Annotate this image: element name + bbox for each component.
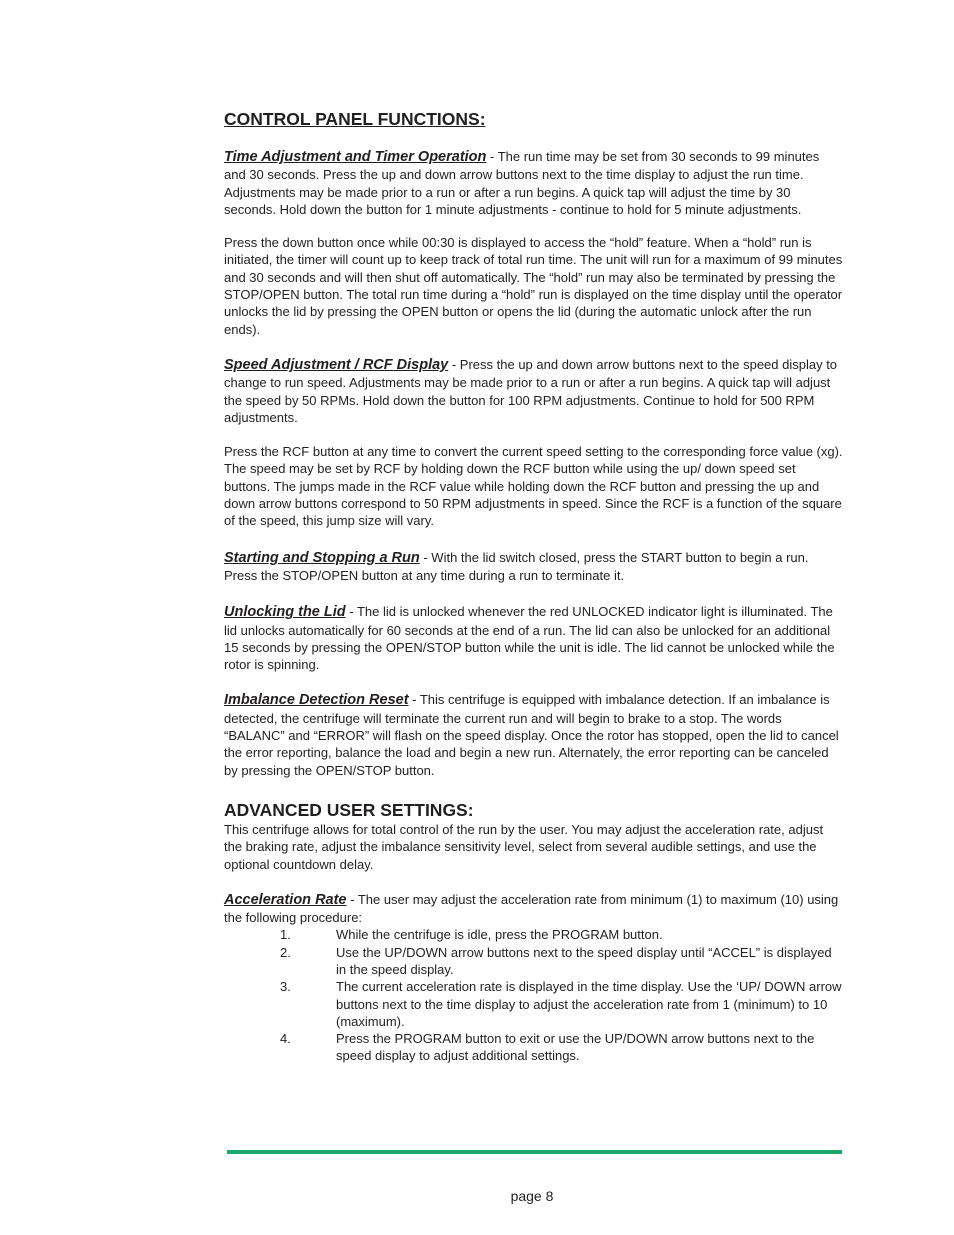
imbalance-text: - This centrifuge is equipped with imbalance detection. If an imbalance is detected, the centrifuge will terminate the current run and will begin to brake to a stop. The words “BALANC” and “ERROR” will flash on the speed display. Once the rotor has stopped, open the lid to cancel the error reporting, balance the load and begin a new run. Alternately, the error reporting can be canceled by pressing the OPEN/STOP button.: [224, 692, 839, 778]
unlock-section: [224, 603, 844, 673]
speed-title: Speed Adjustment / RCF Display: [224, 356, 449, 373]
advanced-intro: This centrifuge allows for total control of the run by the user. You may adjust the acceleration rate, adjust the braking rate, adjust the imbalance sensitivity level, select from several audible settings, and use the optional countdown delay.: [224, 821, 824, 872]
time-section: [224, 148, 844, 218]
accel-steps: [224, 926, 844, 1064]
list-item: 2. Use the UP/DOWN arrow buttons next to the speed display until “ACCEL” is displayed in the speed display.: [280, 944, 832, 977]
time-text: - The run time may be set from 30 seconds to 99 minutes and 30 seconds. Press the up and down arrow buttons next to the time display to adjust the run time. Adjustments may be made prior to a run or after a run begins. A quick tap will adjust the time by 30 seconds. Hold down the button for 1 minute adjustments - continue to hold for 5 minute adjustments.: [224, 149, 820, 217]
imbalance-section: [224, 691, 844, 778]
list-item: 1. While the centrifuge is idle, press the PROGRAM button.: [280, 927, 663, 943]
time-hold-paragraph: Press the down button once while 00:30 is displayed to access the “hold” feature. When a “hold” run is initiated, the timer will count up to keep track of total run time. The unit will run for a maximum of 99 minutes and 30 seconds and will then shut off automatically. The “hold” run may also be terminated by pressing the STOP/OPEN button. The total run time during a “hold” run is displayed on the time display until the operator unlocks the lid by pressing the OPEN button or opens the lid (during the automatic unlock after the run ends).: [224, 235, 843, 337]
accel-section: [224, 891, 844, 927]
accel-title: Acceleration Rate: [224, 891, 347, 908]
footer-rule: [227, 1150, 842, 1154]
speed-text: - Press the up and down arrow buttons next to the speed display to change to run speed. Adjustments may be made prior to a run or after a run begins. A quick tap will adjust the speed by 50 RPMs. Hold down the button for 100 RPM adjustments. Continue to hold for 500 RPM adjustments.: [224, 356, 838, 425]
accel-text: - The user may adjust the acceleration rate from minimum (1) to maximum (10) using the following procedure:: [224, 891, 839, 926]
imbalance-title: Imbalance Detection Reset: [224, 692, 409, 709]
page-content: [224, 108, 844, 1065]
start-section: [224, 549, 844, 585]
rcf-paragraph: Press the RCF button at any time to convert the current speed setting to the corresponding force value (xg). The speed may be set by RCF by holding down the RCF button while using the up/ down speed set buttons. The jumps made in the RCF value while holding down the RCF button and pressing the up and down arrow buttons correspond to 50 RPM adjustments in speed. Since the RCF is a function of the square of the speed, this jump size will vary.: [224, 444, 843, 529]
page-number: page 8: [510, 1188, 554, 1204]
list-item: 3. The current acceleration rate is displayed in the time display. Use the ‘UP/ DOWN arrow buttons next to the time display to adjust the acceleration rate from 1 (minimum) to 10 (maximum).: [280, 979, 842, 1029]
heading-control-panel: CONTROL PANEL FUNCTIONS:: [224, 109, 486, 129]
unlock-text: - The lid is unlocked whenever the red UNLOCKED indicator light is illuminated. The lid unlocks automatically for 60 seconds at the end of a run. The lid can also be unlocked for an additional 15 seconds by pressing the OPEN/STOP button while the unit is idle. The lid cannot be unlocked while the rotor is spinning.: [224, 604, 835, 673]
speed-section: [224, 356, 844, 426]
list-item: 4. Press the PROGRAM button to exit or use the UP/DOWN arrow buttons next to the speed display to adjust additional settings.: [280, 1031, 815, 1064]
start-title: Starting and Stopping a Run: [224, 549, 420, 566]
unlock-title: Unlocking the Lid: [224, 604, 346, 621]
heading-advanced: ADVANCED USER SETTINGS:: [224, 799, 474, 820]
time-title: Time Adjustment and Timer Operation: [224, 149, 487, 165]
start-text: - With the lid switch closed, press the START button to begin a run. Press the STOP/OPEN button at any time during a run to terminate it.: [224, 549, 809, 583]
